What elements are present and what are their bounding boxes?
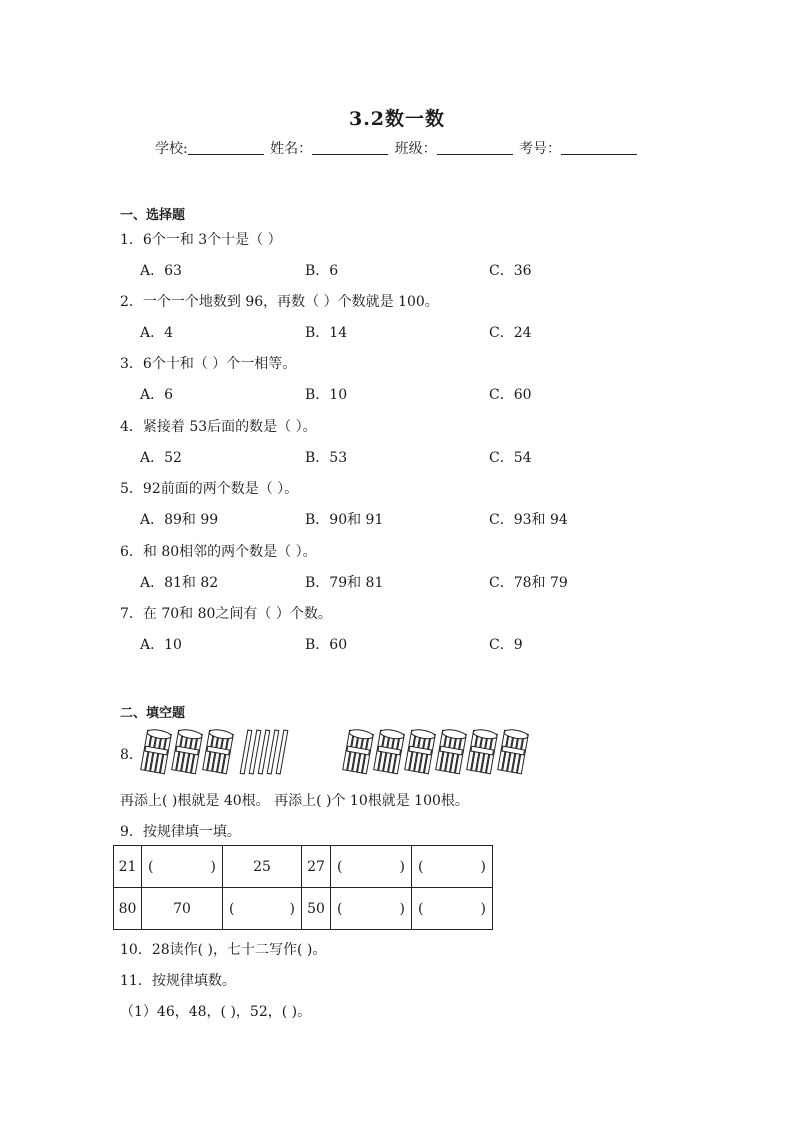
question-9: 9．按规律填一填。: [120, 824, 241, 840]
table-cell: 80: [114, 888, 142, 930]
answer-blank[interactable]: ( ): [331, 846, 412, 888]
ten-stick-bundle: [203, 728, 234, 774]
ten-stick-bundle: [436, 728, 467, 774]
exam-no-label: 考号：: [519, 141, 562, 157]
table-cell: 21: [114, 846, 142, 888]
q3-option-b[interactable]: B．10: [305, 387, 348, 403]
q3-option-a[interactable]: A．6: [140, 387, 174, 403]
ten-stick-bundle: [172, 728, 203, 774]
q7-option-a[interactable]: A．10: [140, 637, 182, 653]
student-info-line: [0, 138, 794, 158]
question-8-number: 8．: [120, 747, 143, 763]
q6-option-b[interactable]: B．79和 81: [305, 575, 384, 591]
q1-option-c[interactable]: C．36: [489, 263, 532, 279]
table-row: [114, 846, 493, 888]
question-6: 6．和 80相邻的两个数是（ ）。: [120, 544, 317, 560]
q3-option-c[interactable]: C．60: [489, 387, 532, 403]
question-10: 10．28读作( )，七十二写作( )。: [120, 942, 327, 958]
q6-option-c[interactable]: C．78和 79: [489, 575, 568, 591]
answer-blank[interactable]: ( ): [223, 888, 302, 930]
school-blank[interactable]: [188, 140, 264, 155]
ten-stick-bundle: [467, 728, 498, 774]
q2-option-a[interactable]: A．4: [140, 325, 174, 341]
q5-option-b[interactable]: B．90和 91: [305, 512, 384, 528]
stick-bundles-figure: [140, 726, 540, 776]
q2-option-c[interactable]: C．24: [489, 325, 532, 341]
table-cell: 50: [302, 888, 331, 930]
pattern-table: [113, 845, 493, 930]
question-2: 2．一个一个地数到 96，再数（ ）个数就是 100。: [120, 294, 439, 310]
answer-blank[interactable]: ( ): [412, 846, 493, 888]
question-8-text: 再添上( )根就是 40根。 再添上( )个 10根就是 100根。: [120, 793, 469, 809]
q1-option-a[interactable]: A．63: [140, 263, 182, 279]
answer-blank[interactable]: ( ): [142, 846, 223, 888]
question-3: 3．6个十和（ ）个一相等。: [120, 356, 297, 372]
ten-stick-bundle: [141, 728, 172, 774]
q7-option-b[interactable]: B．60: [305, 637, 348, 653]
ten-stick-bundle: [343, 728, 374, 774]
question-4: 4．紧接着 53后面的数是（ ）。: [120, 419, 317, 435]
class-label: 班级：: [394, 141, 437, 157]
q7-option-c[interactable]: C．9: [489, 637, 523, 653]
q4-option-a[interactable]: A．52: [140, 450, 182, 466]
question-1: 1．6个一和 3个十是（ ）: [120, 232, 282, 248]
section-choice-heading: 一、选择题: [120, 208, 186, 223]
q4-option-c[interactable]: C．54: [489, 450, 532, 466]
table-row: [114, 888, 493, 930]
question-11: 11．按规律填数。: [120, 973, 236, 989]
page-title: 3.2数一数: [348, 108, 446, 130]
q5-option-c[interactable]: C．93和 94: [489, 512, 568, 528]
class-blank[interactable]: [437, 140, 513, 155]
name-label: 姓名：: [270, 141, 313, 157]
name-blank[interactable]: [312, 140, 388, 155]
question-11-part-1: （1）46，48，( )，52，( )。: [120, 1004, 312, 1020]
ten-stick-bundle: [374, 728, 405, 774]
answer-blank[interactable]: ( ): [331, 888, 412, 930]
ten-stick-bundle: [405, 728, 436, 774]
question-7: 7．在 70和 80之间有（ ）个数。: [120, 606, 332, 622]
q2-option-b[interactable]: B．14: [305, 325, 348, 341]
exam-no-blank[interactable]: [561, 140, 637, 155]
question-5: 5．92前面的两个数是（ ）。: [120, 481, 299, 497]
table-cell: 27: [302, 846, 331, 888]
school-label: 学校:: [154, 141, 188, 157]
q4-option-b[interactable]: B．53: [305, 450, 348, 466]
section-fill-heading: 二、填空题: [120, 706, 186, 721]
q1-option-b[interactable]: B．6: [305, 263, 339, 279]
table-cell: 70: [142, 888, 223, 930]
q6-option-a[interactable]: A．81和 82: [140, 575, 219, 591]
q5-option-a[interactable]: A．89和 99: [140, 512, 219, 528]
ten-stick-bundle: [498, 728, 529, 774]
answer-blank[interactable]: ( ): [412, 888, 493, 930]
table-cell: 25: [223, 846, 302, 888]
